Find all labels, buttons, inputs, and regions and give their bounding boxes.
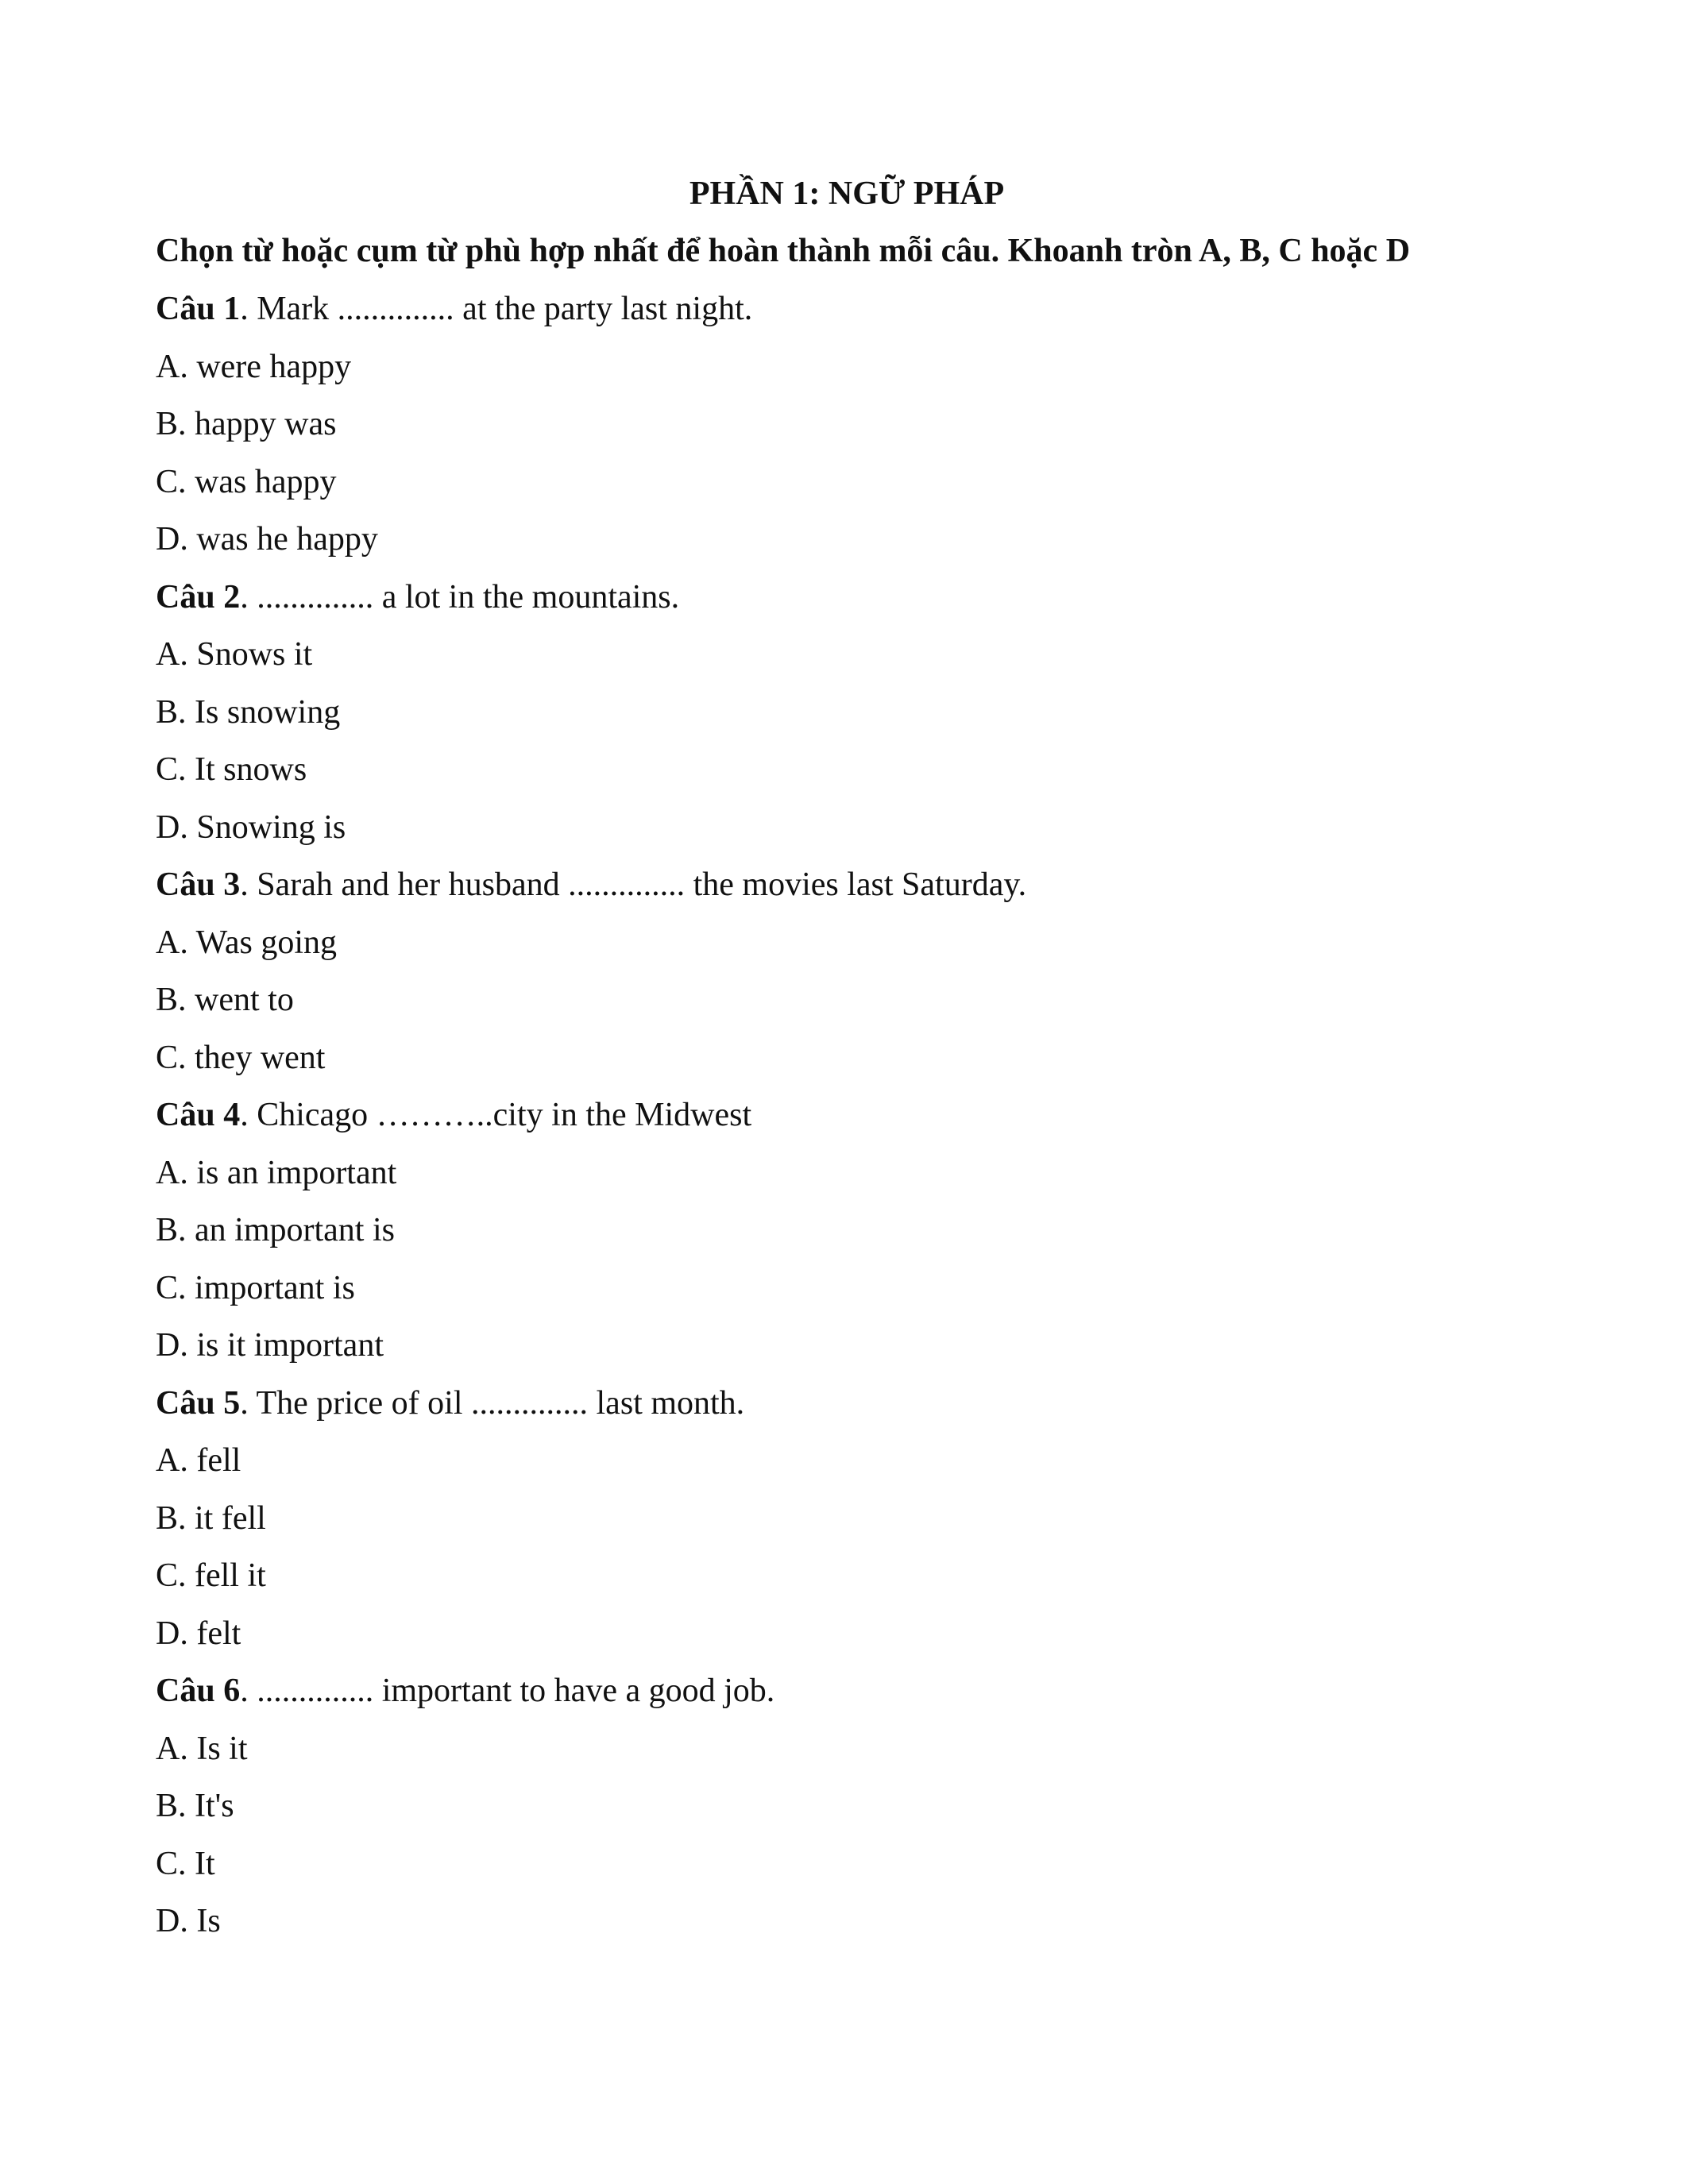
question-text: . Sarah and her husband .............. the movies last Saturday. — [240, 866, 1027, 903]
option-3c: C. they went — [156, 1039, 326, 1076]
question-3 — [156, 864, 1538, 905]
option-3b: B. went to — [156, 982, 294, 1018]
question-2 — [156, 577, 1538, 618]
question-label: Câu 1 — [156, 291, 241, 327]
option-5c: C. fell it — [156, 1557, 266, 1594]
option-1a: A. were happy — [156, 348, 352, 385]
option-4b: B. an important is — [156, 1212, 395, 1248]
question-4 — [156, 1094, 1538, 1136]
option-1b: B. happy was — [156, 406, 337, 442]
option-6d: D. Is — [156, 1903, 221, 1939]
question-1 — [156, 288, 1538, 330]
option-1d: D. was he happy — [156, 521, 378, 558]
section-title: PHẦN 1: NGỮ PHÁP — [689, 176, 1005, 212]
question-label: Câu 2 — [156, 578, 241, 615]
option-2d: D. Snowing is — [156, 808, 346, 846]
question-label: Câu 5 — [156, 1384, 241, 1422]
section-instruction: Chọn từ hoặc cụm từ phù hợp nhất để hoàn thành mỗi câu. Khoanh tròn A, B, C hoặc D — [156, 233, 1411, 269]
option-2b: B. Is snowing — [156, 693, 341, 731]
question-label: Câu 6 — [156, 1673, 241, 1709]
option-2c: C. It snows — [156, 751, 307, 788]
question-6 — [156, 1670, 1538, 1711]
option-4d: D. is it important — [156, 1327, 384, 1364]
option-4a: A. is an important — [156, 1154, 397, 1191]
option-3a: A. Was going — [156, 924, 338, 961]
question-label: Câu 4 — [156, 1097, 241, 1133]
option-6c: C. It — [156, 1845, 215, 1882]
question-label: Câu 3 — [156, 866, 241, 903]
question-5 — [156, 1383, 1538, 1424]
option-5b: B. it fell — [156, 1499, 266, 1537]
question-text: . The price of oil .............. last month. — [240, 1384, 745, 1422]
option-5d: D. felt — [156, 1615, 241, 1652]
question-text: . .............. important to have a good job. — [240, 1673, 775, 1709]
question-text: . .............. a lot in the mountains. — [240, 578, 680, 615]
question-text: . Mark .............. at the party last night. — [240, 291, 753, 327]
option-2a: A. Snows it — [156, 636, 313, 673]
option-4c: C. important is — [156, 1269, 355, 1306]
option-5a: A. fell — [156, 1442, 241, 1479]
option-6a: A. Is it — [156, 1730, 248, 1767]
question-text: . Chicago ………..city in the Midwest — [240, 1097, 752, 1133]
option-1c: C. was happy — [156, 463, 337, 500]
document-page — [156, 173, 1538, 1958]
option-6b: B. It's — [156, 1788, 234, 1824]
